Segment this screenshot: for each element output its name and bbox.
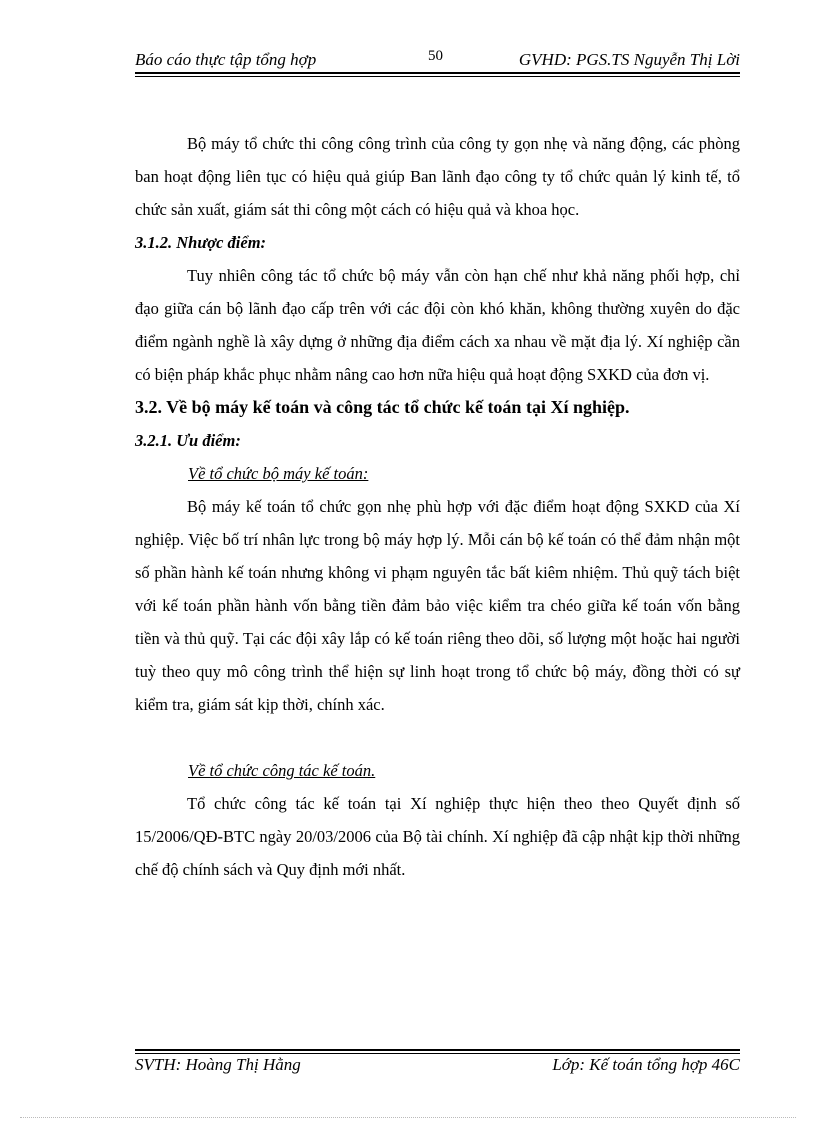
page-body bbox=[135, 127, 740, 886]
page-footer bbox=[135, 1055, 740, 1079]
header-report-title: Báo cáo thực tập tổng hợp bbox=[135, 50, 317, 69]
header-rule-thin bbox=[135, 76, 740, 77]
page-edge-dotted-line bbox=[20, 1117, 796, 1118]
header-supervisor: GVHD: PGS.TS Nguyễn Thị Lời bbox=[518, 50, 740, 69]
footer-class: Lớp: Kế toán tổng hợp 46C bbox=[552, 1055, 740, 1074]
subheading-accounting-apparatus: Về tổ chức bộ máy kế toán: bbox=[188, 464, 369, 483]
paragraph-organization: Bộ máy tổ chức thi công công trình của công ty gọn nhẹ và năng động, các phòng ban hoạt động liên tục có hiệu quả giúp Ban lãnh đạo công ty tổ chức quản lý kinh tế, tổ chức sản xuất, giám sát thi công một cách có hiệu quả và khoa học. bbox=[135, 134, 740, 219]
header-rule-thick bbox=[135, 72, 740, 74]
paragraph-weaknesses: Tuy nhiên công tác tổ chức bộ máy vẫn còn hạn chế như khả năng phối hợp, chỉ đạo giữa cán bộ lãnh đạo cấp trên với các đội còn khó khăn, không thường xuyên do đặc điểm ngành nghề là xây dựng ở những địa điểm cách xa nhau về mặt địa lý. Xí nghiệp cần có biện pháp khắc phục nhằm nâng cao hơn nữa hiệu quả hoạt động SXKD của đơn vị. bbox=[135, 266, 740, 384]
paragraph-accounting-apparatus: Bộ máy kế toán tổ chức gọn nhẹ phù hợp với đặc điểm hoạt động SXKD của Xí nghiệp. Việc bố trí nhân lực trong bộ máy hợp lý. Mỗi cán bộ kế toán có thể đảm nhận một số phần hành kế toán nhưng không vi phạm nguyên tắc bất kiêm nhiệm. Thủ quỹ tách biệt với kế toán phần hành vốn bằng tiền đảm bảo việc kiểm tra chéo giữa kế toán vốn bằng tiền và thủ quỹ. Tại các đội xây lắp có kế toán riêng theo dõi, số lượng một hoặc hai người tuỳ theo quy mô công trình thể hiện sự linh hoạt trong tổ chức bộ máy, đồng thời có sự kiểm tra, giám sát kịp thời, chính xác. bbox=[135, 497, 740, 714]
page-number: 50 bbox=[428, 48, 443, 64]
footer-rule-thick bbox=[135, 1049, 740, 1051]
heading-3-1-2: 3.1.2. Nhược điểm: bbox=[135, 233, 267, 252]
subheading-accounting-work: Về tổ chức công tác kế toán. bbox=[188, 761, 376, 780]
paragraph-accounting-work: Tổ chức công tác kế toán tại Xí nghiệp thực hiện theo theo Quyết định số 15/2006/QĐ-BTC ngày 20/03/2006 của Bộ tài chính. Xí nghiệp đã cập nhật kịp thời những chế độ chính sách và Quy định mới nhất. bbox=[135, 794, 740, 879]
footer-student: SVTH: Hoàng Thị Hằng bbox=[135, 1055, 301, 1074]
spacer bbox=[135, 721, 740, 754]
footer-rule-thin bbox=[135, 1053, 740, 1054]
heading-3-2: 3.2. Về bộ máy kế toán và công tác tổ chức kế toán tại Xí nghiệp. bbox=[135, 397, 630, 417]
page-header bbox=[135, 46, 740, 70]
heading-3-2-1: 3.2.1. Ưu điểm: bbox=[135, 431, 241, 450]
